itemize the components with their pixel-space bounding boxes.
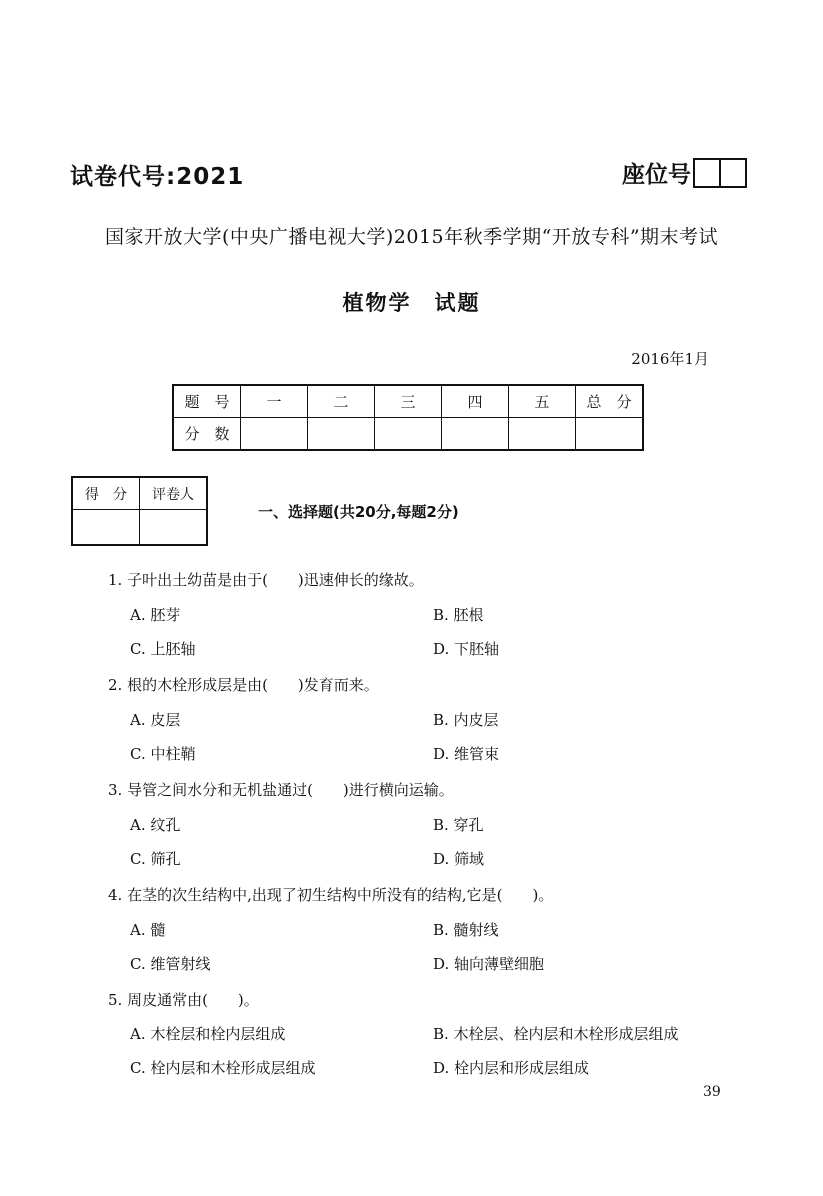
option-a: A. 皮层 <box>130 711 181 729</box>
score-table-cell: 一 <box>241 385 308 418</box>
option-b: B. 木栓层、栓内层和木栓形成层组成 <box>433 1025 679 1043</box>
option-c: C. 栓内层和木栓形成层组成 <box>130 1059 316 1077</box>
option-c: C. 上胚轴 <box>130 640 196 658</box>
option-d: D. 栓内层和形成层组成 <box>433 1059 590 1077</box>
score-table-cell: 二 <box>308 385 375 418</box>
score-blank-cell <box>375 418 442 451</box>
option-d: D. 轴向薄壁细胞 <box>433 955 545 973</box>
question-text: 2. 根的木栓形成层是由( )发育而来。 <box>108 676 379 694</box>
question-text: 5. 周皮通常由( )。 <box>108 991 259 1009</box>
option-a: A. 髓 <box>130 921 166 939</box>
option-d: D. 下胚轴 <box>433 640 500 658</box>
score-blank-cell <box>308 418 375 451</box>
seat-boxes <box>693 158 747 188</box>
question-text: 3. 导管之间水分和无机盐通过( )进行横向运输。 <box>108 781 454 799</box>
option-c: C. 维管射线 <box>130 955 211 973</box>
grader-blank-cell <box>72 510 140 546</box>
score-table-cell: 分 数 <box>173 418 241 451</box>
score-table-cell: 三 <box>375 385 442 418</box>
paper-code: 试卷代号:2021 <box>70 164 245 190</box>
question-text: 4. 在茎的次生结构中,出现了初生结构中所没有的结构,它是( )。 <box>108 886 554 904</box>
section-heading: 一、选择题(共20分,每题2分) <box>258 503 459 521</box>
option-a: A. 纹孔 <box>130 816 181 834</box>
question-text: 1. 子叶出土幼苗是由于( )迅速伸长的缘故。 <box>108 571 424 589</box>
score-table-header-row <box>173 385 643 418</box>
score-blank-cell <box>509 418 576 451</box>
option-a: A. 胚芽 <box>130 606 181 624</box>
option-b: B. 内皮层 <box>433 711 499 729</box>
option-b: B. 胚根 <box>433 606 484 624</box>
option-b: B. 穿孔 <box>433 816 484 834</box>
grader-score-label: 得 分 <box>72 477 140 510</box>
subject-title: 植物学 试题 <box>342 291 481 315</box>
option-c: C. 中柱鞘 <box>130 745 196 763</box>
seat-label: 座位号 <box>622 162 691 188</box>
option-d: D. 维管束 <box>433 745 500 763</box>
score-table-cell: 五 <box>509 385 576 418</box>
seat-number-field <box>622 156 747 189</box>
score-table-cell: 题 号 <box>173 385 241 418</box>
grader-box <box>71 476 208 546</box>
score-blank-cell <box>576 418 644 451</box>
option-b: B. 髓射线 <box>433 921 499 939</box>
score-table-cell: 四 <box>442 385 509 418</box>
grader-name-label: 评卷人 <box>140 477 208 510</box>
exam-date: 2016年1月 <box>631 350 709 368</box>
exam-title: 国家开放大学(中央广播电视大学)2015年秋季学期“开放专科”期末考试 <box>104 226 719 248</box>
score-blank-cell <box>241 418 308 451</box>
score-table-cell: 总 分 <box>576 385 644 418</box>
grader-blank-cell <box>140 510 208 546</box>
option-c: C. 筛孔 <box>130 850 181 868</box>
page-number: 39 <box>703 1084 721 1100</box>
score-table-score-row <box>173 418 643 451</box>
option-a: A. 木栓层和栓内层组成 <box>130 1025 286 1043</box>
score-blank-cell <box>442 418 509 451</box>
score-table <box>172 384 644 451</box>
option-d: D. 筛域 <box>433 850 485 868</box>
